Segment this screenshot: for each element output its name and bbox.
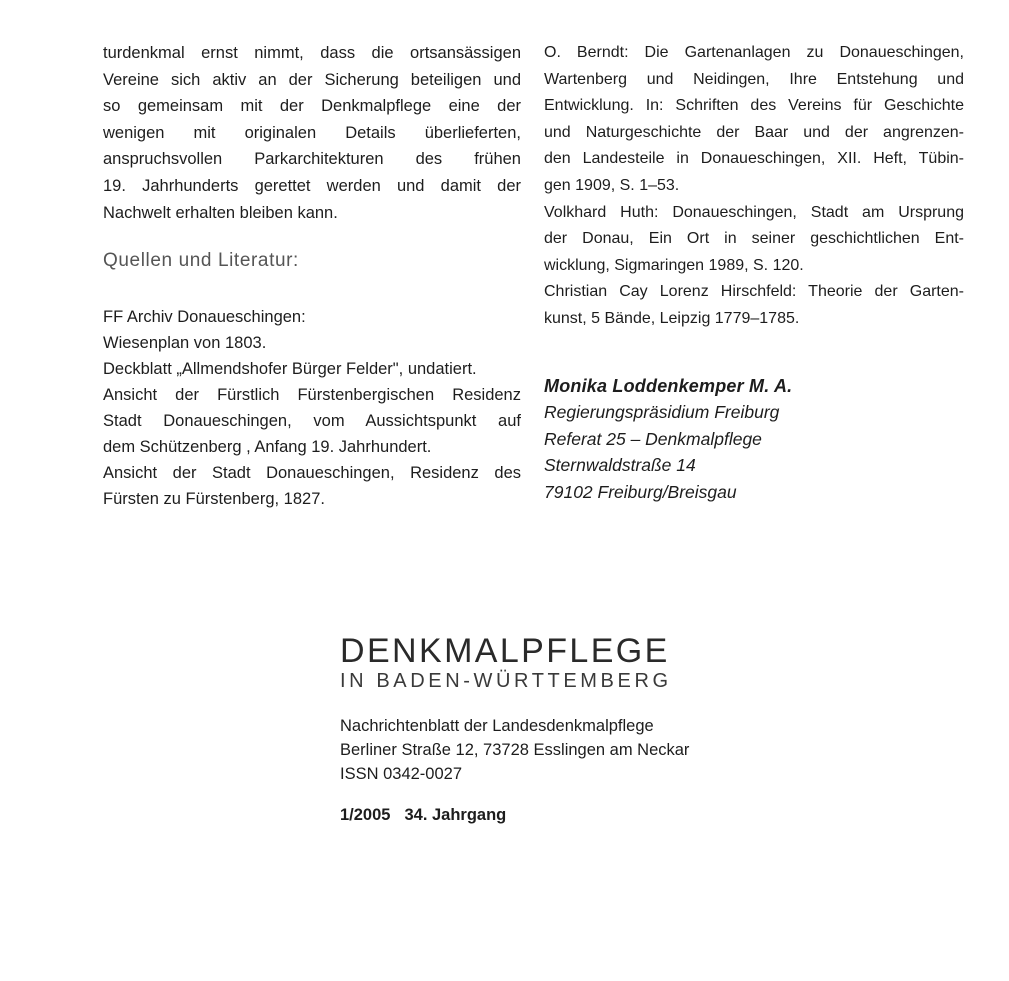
address-line: Referat 25 – Denkmalpflege: [544, 428, 762, 449]
paragraph-line: so gemeinsam mit der Denkmalpflege eine der: [103, 97, 521, 116]
reference-line: Christian Cay Lorenz Hirschfeld: Theorie der Garten-: [544, 283, 964, 301]
source-line: Stadt Donaueschingen, vom Aussichtspunkt auf: [103, 412, 521, 431]
reference-line: Volkhard Huth: Donaueschingen, Stadt am Ursprung: [544, 203, 964, 221]
source-line: Ansicht der Stadt Donaueschingen, Residenz des: [103, 464, 521, 483]
issue-number: 1/2005: [340, 806, 391, 824]
paragraph-line: anspruchsvollen Parkarchitekturen des frühen: [103, 150, 521, 169]
left-column: [103, 40, 521, 512]
paragraph-line: Nachwelt erhalten bleiben kann.: [103, 203, 338, 222]
imprint-block: [340, 632, 760, 825]
issue-info: [340, 806, 760, 825]
address-line: Sternwaldstraße 14: [544, 455, 696, 476]
volume-label: 34. Jahrgang: [404, 806, 507, 824]
journal-subtitle: IN BADEN-WÜRTTEMBERG: [340, 670, 672, 692]
address-line: Regierungspräsidium Freiburg: [544, 402, 780, 423]
reference-line: und Naturgeschichte der Baar und der angrenzen-: [544, 123, 964, 141]
reference-line: der Donau, Ein Ort in seiner geschichtlichen Ent-: [544, 230, 964, 248]
reference-line: wicklung, Sigmaringen 1989, S. 120.: [544, 256, 804, 274]
paragraph-line: 19. Jahrhunderts gerettet werden und damit der: [103, 176, 521, 195]
source-line: Wiesenplan von 1803.: [103, 334, 267, 353]
reference-line: O. Berndt: Die Gartenanlagen zu Donaueschingen,: [544, 44, 964, 61]
source-line: Ansicht der Fürstlich Fürstenbergischen Residenz: [103, 386, 521, 405]
paragraph-line: turdenkmal ernst nimmt, dass die ortsansässigen: [103, 44, 521, 62]
publisher-info: [340, 714, 760, 786]
author-address: [544, 373, 964, 506]
reference-line: Wartenberg und Neidingen, Ihre Entstehung und: [544, 70, 964, 88]
sources-heading: Quellen und Literatur:: [103, 250, 299, 272]
references-list: [544, 40, 964, 333]
source-line: Deckblatt „Allmendshofer Bürger Felder", undatiert.: [103, 360, 477, 379]
journal-title: DENKMALPFLEGE: [340, 632, 670, 670]
address-line: 79102 Freiburg/Breisgau: [544, 481, 737, 502]
author-name: Monika Loddenkemper M. A.: [544, 375, 793, 396]
reference-line: den Landesteile in Donaueschingen, XII. Heft, Tübin-: [544, 150, 964, 168]
paragraph-line: Vereine sich aktiv an der Sicherung beteiligen und: [103, 70, 521, 89]
source-line: Fürsten zu Fürstenberg, 1827.: [103, 490, 325, 509]
reference-line: Entwicklung. In: Schriften des Vereins für Geschichte: [544, 97, 964, 115]
reference-line: gen 1909, S. 1–53.: [544, 176, 680, 194]
sources-list: [103, 304, 521, 512]
publisher-line: Nachrichtenblatt der Landesdenkmalpflege: [340, 717, 654, 735]
reference-line: kunst, 5 Bände, Leipzig 1779–1785.: [544, 309, 800, 327]
closing-paragraph: [103, 40, 521, 226]
source-line: FF Archiv Donaueschingen:: [103, 308, 306, 327]
publisher-line: ISSN 0342-0027: [340, 765, 463, 783]
paragraph-line: wenigen mit originalen Details überlieferten,: [103, 123, 521, 142]
source-line: dem Schützenberg , Anfang 19. Jahrhundert.: [103, 438, 432, 457]
right-column: [544, 40, 964, 505]
publisher-line: Berliner Straße 12, 73728 Esslingen am Neckar: [340, 741, 690, 759]
